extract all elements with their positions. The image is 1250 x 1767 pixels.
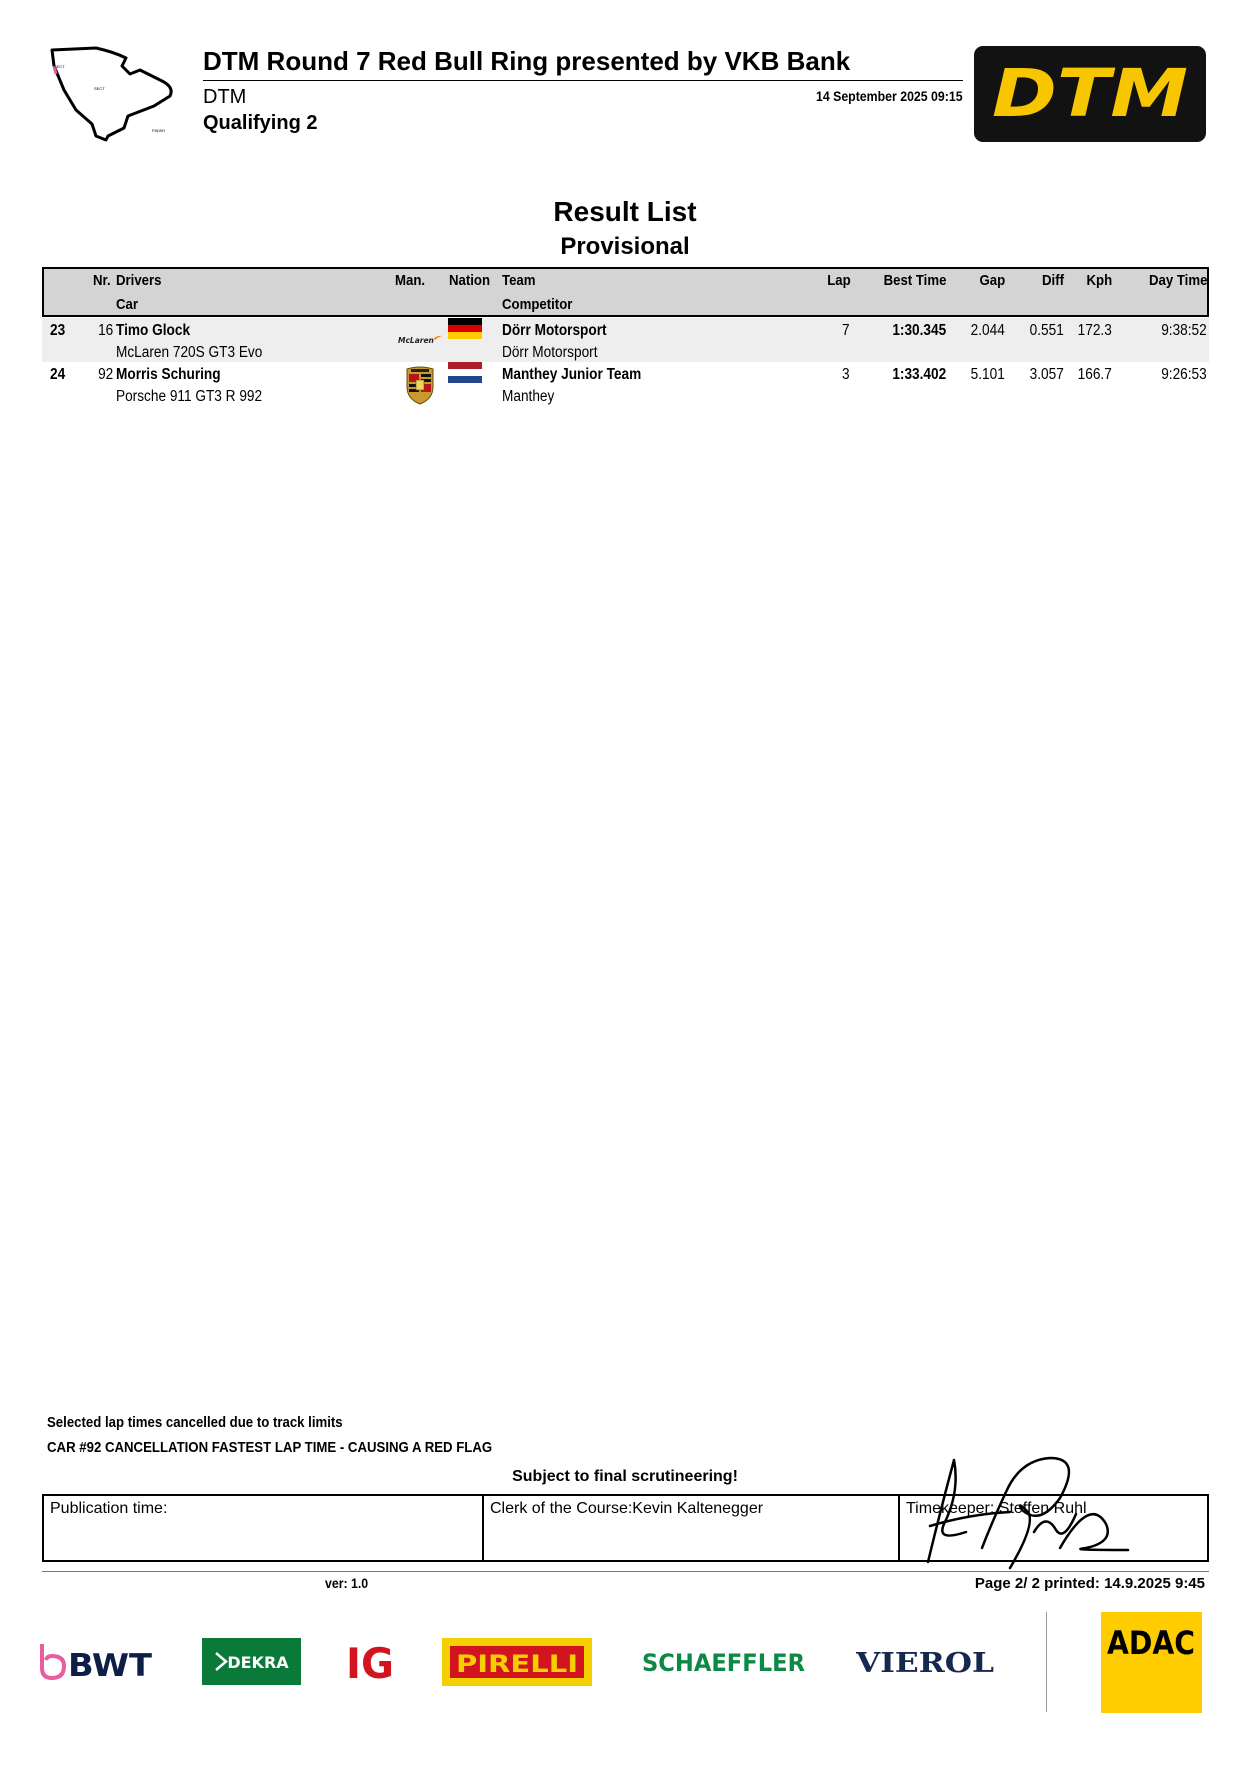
adac-logo	[1101, 1612, 1202, 1713]
result-list-title: Result List	[553, 196, 697, 227]
col-header-man: Man.	[395, 272, 426, 289]
row-car: Porsche 911 GT3 R 992	[116, 388, 263, 405]
ig-logo	[346, 1638, 396, 1689]
dtm-logo-text: DTM	[992, 55, 1188, 132]
scrutineering-note: Subject to final scrutineering!	[512, 1468, 738, 1485]
germany-flag-icon	[448, 318, 482, 339]
bwt-logo-text: BWT	[68, 1648, 152, 1682]
report-date	[790, 88, 963, 104]
version-label	[325, 1575, 374, 1591]
row-driver: Timo Glock	[116, 322, 191, 339]
pirelli-logo-text: PIRELLI	[456, 1650, 578, 1678]
row-lap: 7	[842, 322, 850, 339]
dekra-logo-text: DEKRA	[227, 1653, 289, 1672]
col-header-competitor: Competitor	[502, 296, 573, 313]
row-position: 24	[50, 366, 66, 383]
vierol-logo-text: VIEROL	[856, 1648, 995, 1677]
timekeeper-label: Timekeeper: Steffen Ruhl	[906, 1500, 1087, 1517]
mclaren-logo-icon	[397, 333, 443, 351]
row-lap: 3	[842, 366, 850, 383]
event-title: DTM Round 7 Red Bull Ring presented by VKB Bank	[203, 46, 851, 76]
title-divider	[203, 80, 963, 81]
vierol-logo	[856, 1645, 996, 1682]
row-kph: 166.7	[1077, 366, 1112, 383]
row-team: Manthey Junior Team	[502, 366, 642, 383]
svg-text:McLaren: McLaren	[398, 336, 434, 345]
dtm-logo	[974, 46, 1206, 142]
col-header-diff: Diff	[1042, 272, 1064, 289]
report-date-text: 14 September 2025 09:15	[816, 88, 963, 104]
clerk-cell	[484, 1496, 900, 1560]
col-header-car: Car	[116, 296, 139, 313]
table-header	[42, 267, 1209, 317]
publication-time-cell	[44, 1496, 484, 1560]
result-status: Provisional	[560, 233, 690, 260]
pirelli-logo	[442, 1638, 592, 1686]
row-team: Dörr Motorsport	[502, 322, 607, 339]
series-name: DTM	[203, 86, 247, 108]
col-header-nr: Nr.	[93, 272, 111, 289]
row-car: McLaren 720S GT3 Evo	[116, 344, 263, 361]
col-header-day-time: Day Time	[1148, 272, 1207, 289]
row-best-time: 1:30.345	[892, 322, 946, 339]
timekeeper-signature	[910, 1452, 1130, 1577]
track-map-logo	[46, 44, 196, 144]
track-sector-label: SECT	[54, 64, 65, 69]
netherlands-flag-icon	[448, 362, 482, 383]
row-driver: Morris Schuring	[116, 366, 221, 383]
clerk-of-course-label: Clerk of the Course:Kevin Kaltenegger	[490, 1500, 764, 1517]
dekra-logo	[202, 1638, 301, 1685]
col-header-lap: Lap	[827, 272, 851, 289]
row-car-number: 16	[97, 322, 113, 339]
footer-divider	[42, 1571, 1209, 1572]
track-sector-label: SECT	[94, 86, 105, 91]
row-position: 23	[50, 322, 66, 339]
adac-logo-text: ADAC	[1107, 1624, 1195, 1662]
col-header-kph: Kph	[1086, 272, 1112, 289]
track-limits-note: Selected lap times cancelled due to track limits	[47, 1414, 343, 1431]
row-diff: 0.551	[1029, 322, 1064, 339]
row-competitor: Manthey	[502, 388, 555, 405]
row-competitor: Dörr Motorsport	[502, 344, 598, 361]
version-text: ver: 1.0	[325, 1575, 369, 1591]
ig-logo-text: IG	[346, 1639, 394, 1684]
row-diff: 3.057	[1029, 366, 1064, 383]
row-car-number: 92	[97, 366, 113, 383]
porsche-crest-icon	[405, 365, 435, 410]
schaeffler-logo	[642, 1645, 807, 1682]
schaeffler-logo-text: SCHAEFFLER	[642, 1649, 805, 1677]
col-header-team: Team	[502, 272, 536, 289]
red-flag-note: CAR #92 CANCELLATION FASTEST LAP TIME - CAUSING A RED FLAG	[47, 1439, 493, 1456]
row-day-time: 9:38:52	[1161, 322, 1207, 339]
sponsor-divider	[1046, 1612, 1047, 1712]
page-info: Page 2/ 2 printed: 14.9.2025 9:45	[974, 1575, 1205, 1592]
publication-time-label: Publication time:	[50, 1500, 168, 1517]
row-day-time: 9:26:53	[1161, 366, 1207, 383]
row-kph: 172.3	[1077, 322, 1112, 339]
col-header-nation: Nation	[449, 272, 491, 289]
track-finish-label: FINISH	[152, 128, 166, 133]
col-header-best-time: Best Time	[883, 272, 946, 289]
bwt-logo	[38, 1640, 154, 1687]
row-gap: 2.044	[970, 322, 1005, 339]
row-best-time: 1:33.402	[892, 366, 946, 383]
row-gap: 5.101	[970, 366, 1005, 383]
col-header-drivers: Drivers	[116, 272, 162, 289]
col-header-gap: Gap	[979, 272, 1005, 289]
session-name: Qualifying 2	[203, 112, 318, 134]
